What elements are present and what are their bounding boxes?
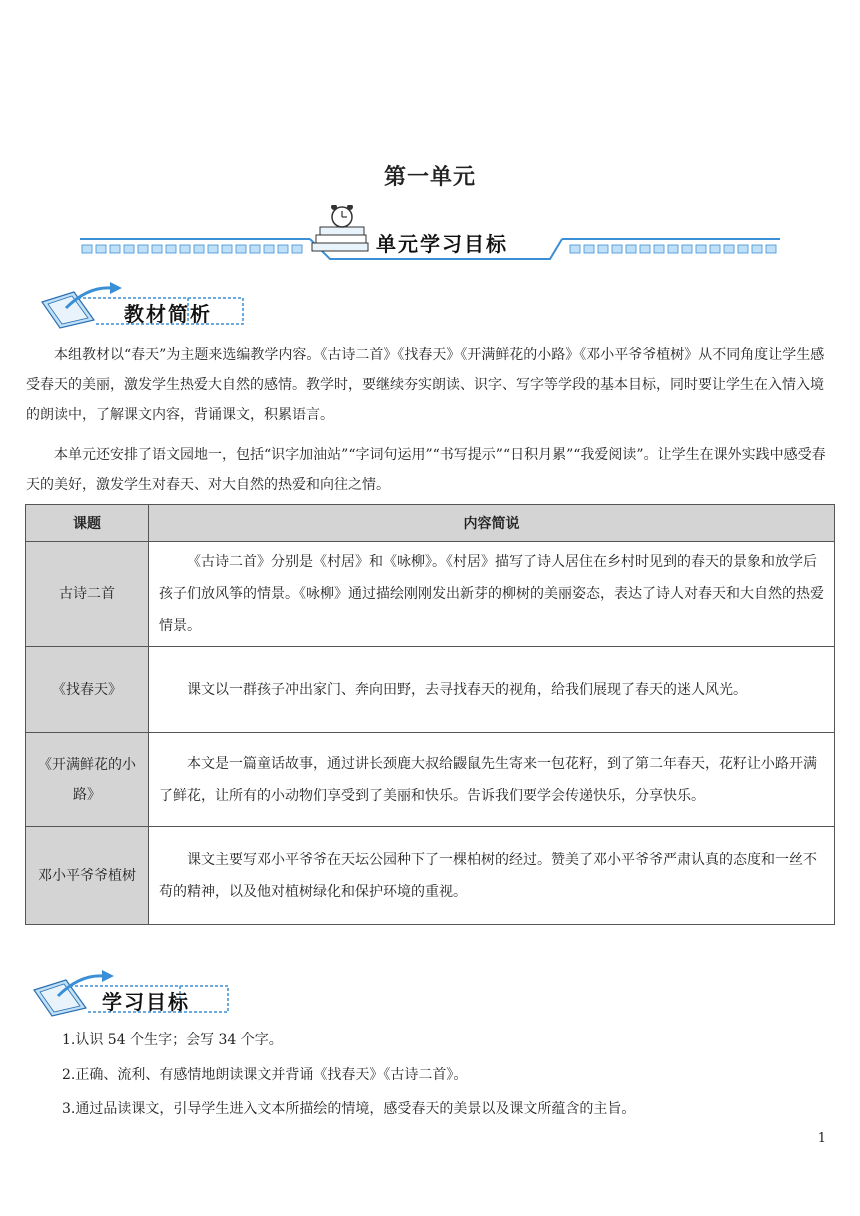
unit-title: 第一单元 [383, 165, 476, 190]
table-row [26, 827, 835, 925]
goal-item: 3.通过品读课文，引导学生进入文本所描绘的情境，感受春天的美景以及课文所蕴含的主旨。 [62, 1101, 636, 1117]
table-cell-topic: 《开满鲜花的小路》 [26, 733, 149, 827]
table-cell-desc: 课文主要写邓小平爷爷在天坛公园种下了一棵柏树的经过。赞美了邓小平爷爷严肃认真的态度和一丝不苟的精神，以及他对植树绿化和保护环境的重视。 [149, 827, 835, 925]
section-heading-label: 学习目标 [102, 990, 190, 1014]
table-cell-topic: 《找春天》 [26, 647, 149, 733]
table-cell-desc: 本文是一篇童话故事，通过讲长颈鹿大叔给鼹鼠先生寄来一包花籽，到了第二年春天，花籽让小路开满了鲜花，让所有的小动物们享受到了美丽和快乐。告诉我们要学会传递快乐，分享快乐。 [149, 733, 835, 827]
section-heading-goals [30, 968, 240, 1012]
table-header-row [26, 505, 835, 542]
section-heading-label: 教材简析 [124, 302, 212, 326]
intro-paragraph: 本组教材以“春天”为主题来选编教学内容。《古诗二首》《找春天》《开满鲜花的小路》《邓小平爷爷植树》从不同角度让学生感受春天的美丽，激发学生热爱大自然的感情。教学时，要继续夯实朗读、识字、写字等学段的基本目标，同时要让学生在入情入境的朗读中，了解课文内容，背诵课文，积累语言。 [26, 347, 825, 423]
table-header-desc: 内容简说 [149, 505, 835, 542]
table-row [26, 647, 835, 733]
table-row [26, 733, 835, 827]
table-cell-topic: 邓小平爷爷植树 [26, 827, 149, 925]
book-clock-icon [312, 205, 368, 251]
table-cell-topic: 古诗二首 [26, 542, 149, 647]
table-cell-desc: 《古诗二首》分别是《村居》和《咏柳》。《村居》描写了诗人居住在乡村时见到的春天的景象和放学后孩子们放风筝的情景。《咏柳》通过描绘刚刚发出新芽的柳树的美丽姿态，表达了诗人对春天和大自然的热爱情景。 [149, 542, 835, 647]
goal-item: 1.认识 54 个生字；会写 34 个字。 [62, 1032, 283, 1048]
table-row [26, 542, 835, 647]
table-header-topic: 课题 [26, 505, 149, 542]
banner-title: 单元学习目标 [376, 232, 508, 256]
section-heading-textbook [38, 280, 248, 324]
page-number: 1 [817, 1131, 826, 1146]
table-cell-desc: 课文以一群孩子冲出家门、奔向田野，去寻找春天的视角，给我们展现了春天的迷人风光。 [149, 647, 835, 733]
goal-item: 2.正确、流利、有感情地朗读课文并背诵《找春天》《古诗二首》。 [62, 1067, 468, 1083]
lesson-table [25, 504, 835, 925]
intro-paragraph: 本单元还安排了语文园地一，包括“识字加油站”“字词句运用”“书写提示”“日积月累”“我爱阅读”。让学生在课外实践中感受春天的美好，激发学生对春天、对大自然的热爱和向往之情。 [26, 447, 826, 493]
